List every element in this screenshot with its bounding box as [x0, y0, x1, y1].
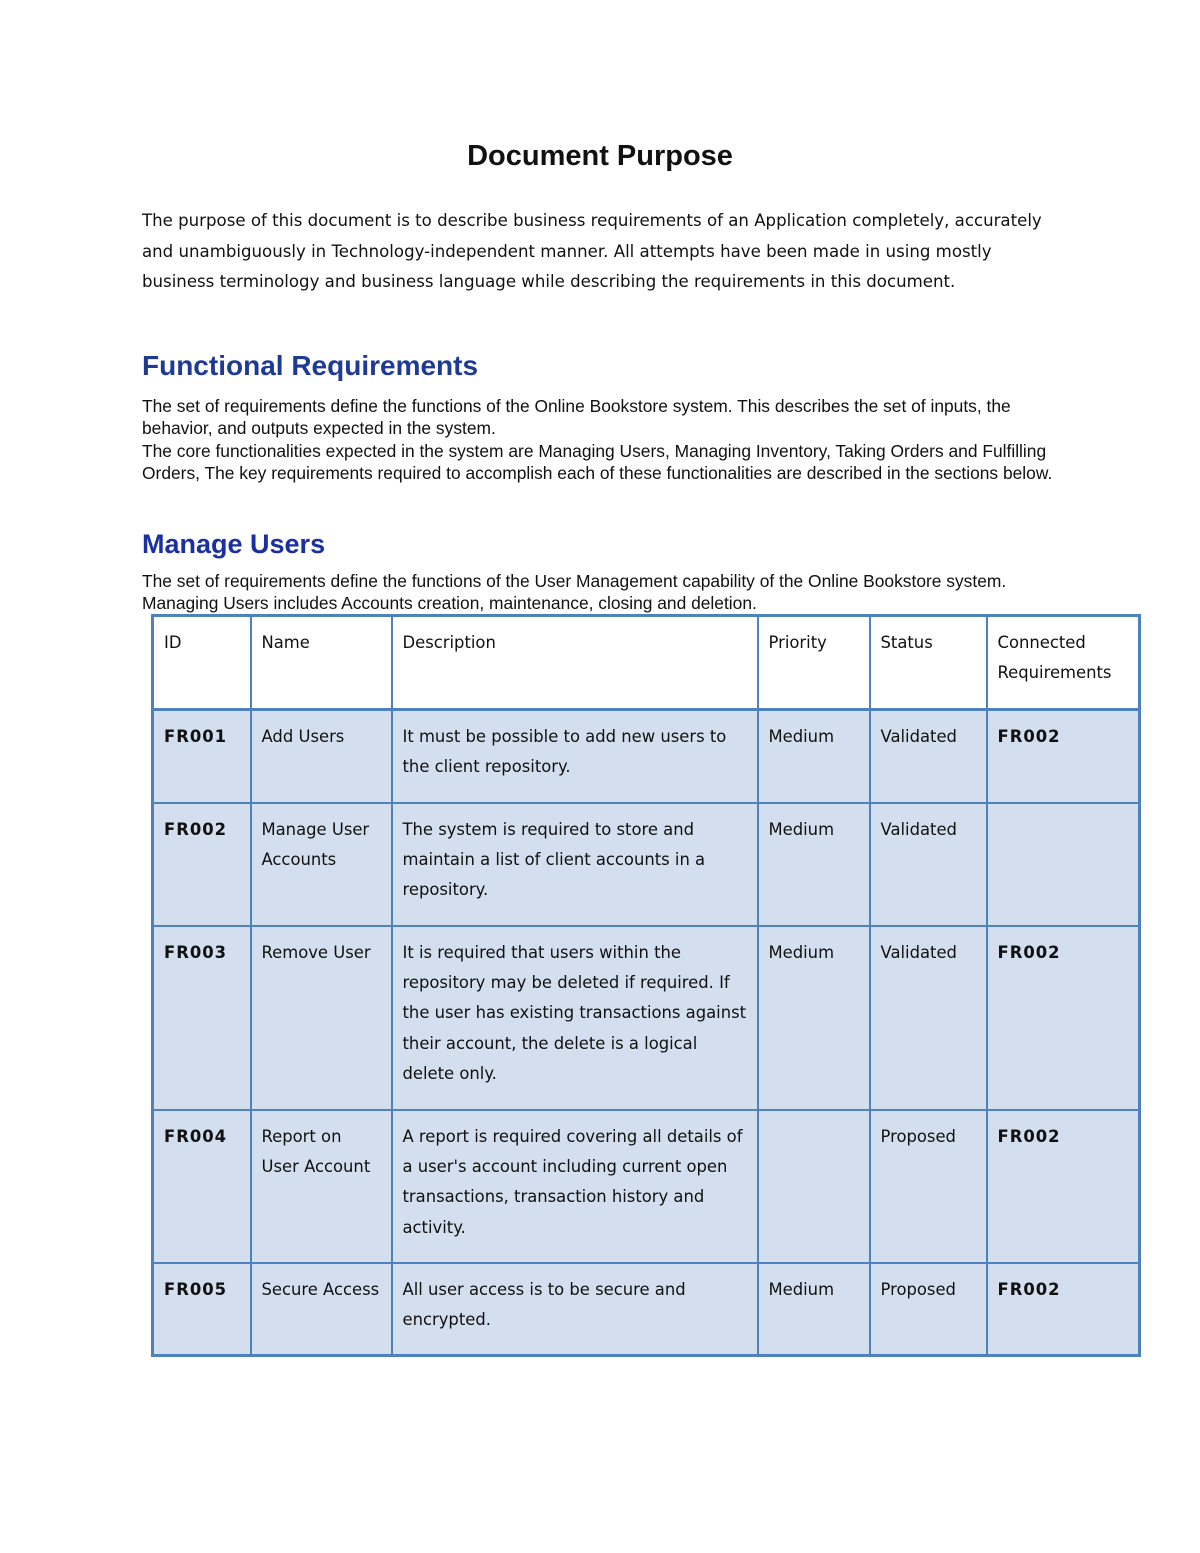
cell-id: FR004: [153, 1110, 251, 1263]
cell-connected: FR002: [987, 710, 1140, 803]
cell-id: FR005: [153, 1263, 251, 1356]
cell-description: It is required that users within the repository may be deleted if required. If the user has existing transactions against their account, the delete is a logical delete only.: [392, 926, 758, 1110]
cell-priority: Medium: [758, 803, 870, 926]
cell-description: A report is required covering all details of a user's account including current open transactions, transaction history and activity.: [392, 1110, 758, 1263]
cell-connected: FR002: [987, 1263, 1140, 1356]
cell-name: Add Users: [251, 710, 392, 803]
cell-status: Proposed: [870, 1263, 987, 1356]
table-row: [153, 1110, 1140, 1263]
functional-paragraph-1: The set of requirements define the functions of the Online Bookstore system. This describes the set of inputs, the behavior, and outputs expected in the system.: [142, 396, 1011, 438]
cell-connected: [987, 803, 1140, 926]
functional-requirements-heading: Functional Requirements: [142, 350, 479, 381]
cell-priority: Medium: [758, 710, 870, 803]
cell-name: Remove User: [251, 926, 392, 1110]
requirements-table: [151, 614, 1141, 1357]
purpose-paragraph: The purpose of this document is to describe business requirements of an Application completely, accurately and unambiguously in Technology-independent manner. All attempts have been made in using mostly business terminology and business language while describing the requirements in this document.: [142, 211, 1042, 292]
table-row: [153, 803, 1140, 926]
cell-connected: FR002: [987, 926, 1140, 1110]
cell-description: It must be possible to add new users to the client repository.: [392, 710, 758, 803]
cell-connected: FR002: [987, 1110, 1140, 1263]
header-name: Name: [251, 616, 392, 710]
header-priority: Priority: [758, 616, 870, 710]
cell-priority: Medium: [758, 926, 870, 1110]
cell-description: All user access is to be secure and encrypted.: [392, 1263, 758, 1356]
cell-id: FR002: [153, 803, 251, 926]
cell-status: Validated: [870, 803, 987, 926]
cell-name: Manage User Accounts: [251, 803, 392, 926]
header-id: ID: [153, 616, 251, 710]
cell-status: Validated: [870, 710, 987, 803]
cell-status: Validated: [870, 926, 987, 1110]
header-status: Status: [870, 616, 987, 710]
cell-name: Report on User Account: [251, 1110, 392, 1263]
cell-id: FR003: [153, 926, 251, 1110]
manage-users-paragraph: The set of requirements define the functions of the User Management capability of the Online Bookstore system. Managing Users includes Accounts creation, maintenance, closing and deletion.: [142, 571, 1007, 613]
cell-name: Secure Access: [251, 1263, 392, 1356]
functional-paragraph-2: The core functionalities expected in the system are Managing Users, Managing Inventory, Taking Orders and Fulfilling Orders, The key requirements required to accomplish each of these functionalities are described in the sections below.: [142, 441, 1053, 483]
cell-status: Proposed: [870, 1110, 987, 1263]
header-description: Description: [392, 616, 758, 710]
table-header-row: [153, 616, 1140, 710]
page-title: Document Purpose: [467, 140, 733, 172]
cell-priority: Medium: [758, 1263, 870, 1356]
table-row: [153, 710, 1140, 803]
cell-id: FR001: [153, 710, 251, 803]
table-row: [153, 926, 1140, 1110]
table-row: [153, 1263, 1140, 1356]
cell-description: The system is required to store and maintain a list of client accounts in a repository.: [392, 803, 758, 926]
header-connected: Connected Requirements: [987, 616, 1140, 710]
manage-users-heading: Manage Users: [142, 529, 326, 559]
cell-priority: [758, 1110, 870, 1263]
